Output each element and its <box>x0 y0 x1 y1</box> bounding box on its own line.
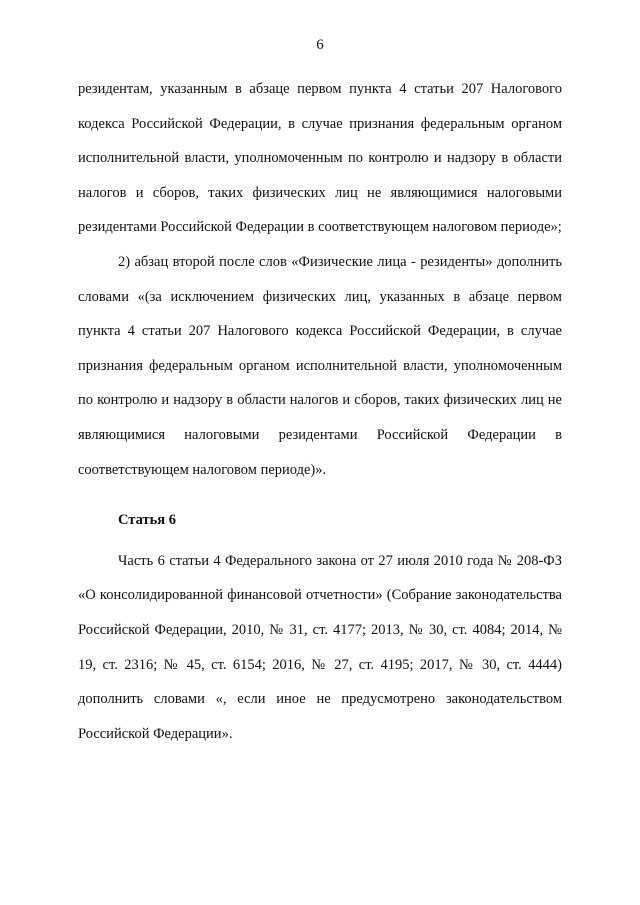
page-number: 6 <box>316 37 324 53</box>
paragraph-continuation: резидентам, указанным в абзаце первом пункта 4 статьи 207 Налогового кодекса Российской Федерации, в случае признания федеральным органом исполнительной власти, уполномоченным по контролю и надзору в области налогов и сборов, таких физических лиц не являющимися налоговыми резидентами Российской Федерации в соответствующем налоговом периоде»; <box>78 81 562 236</box>
article-heading: Статья 6 <box>118 512 176 529</box>
paragraph-item-2: 2) абзац второй после слов «Физические лица - резиденты» дополнить словами «(за исключением физических лиц, указанных в абзаце первом пункта 4 статьи 207 Налогового кодекса Российской Федерации, в случае признания федеральным органом исполнительной власти, уполномоченным по контролю и надзору в области налогов и сборов, таких физических лиц не являющимися налоговыми резидентами Российской Федерации в соответствующем налоговом периоде)». <box>78 253 562 478</box>
paragraph-article-6: Часть 6 статьи 4 Федерального закона от 27 июля 2010 года № 208-ФЗ «О консолидированной финансовой отчетности» (Собрание законодательства Российской Федерации, 2010, № 31, ст. 4177; 2013, № 30, ст. 4084; 2014, № 19, ст. 2316; № 45, ст. 6154; 2016, № 27, ст. 4195; 2017, № 30, ст. 4444) дополнить словами «, если иное не предусмотрено законодательством Российской Федерации». <box>78 552 562 742</box>
document-body <box>78 72 562 751</box>
